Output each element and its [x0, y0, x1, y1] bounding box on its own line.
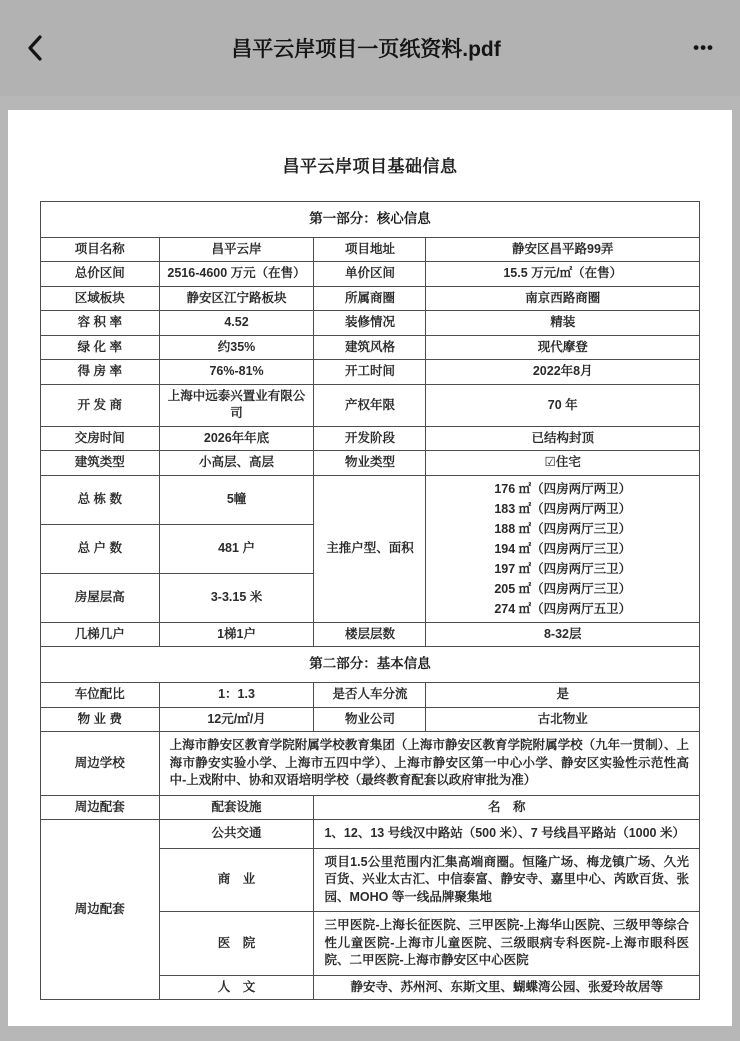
cell-label: 人 文 — [159, 975, 314, 1000]
cell-value: ☑住宅 — [426, 451, 700, 476]
cell-label: 开工时间 — [314, 360, 426, 385]
cell-value: 15.5 万元/㎡（在售） — [426, 262, 700, 287]
cell-label: 总 栋 数 — [41, 475, 160, 524]
cell-value: 昌平云岸 — [159, 237, 314, 262]
cell-label: 物业公司 — [314, 707, 426, 732]
cell-label: 项目地址 — [314, 237, 426, 262]
cell-label: 物业类型 — [314, 451, 426, 476]
unit-item: 176 ㎡（四房两厅两卫） — [494, 481, 632, 496]
table-row — [41, 707, 700, 732]
cell-value: 静安区昌平路99弄 — [426, 237, 700, 262]
document-page — [8, 110, 732, 1026]
cell-value: 是 — [426, 683, 700, 708]
table-row — [41, 426, 700, 451]
project-info-table — [40, 201, 700, 1000]
table-row — [41, 237, 700, 262]
cell-value: 静安区江宁路板块 — [159, 286, 314, 311]
cell-value: 南京西路商圈 — [426, 286, 700, 311]
cell-value: 4.52 — [159, 311, 314, 336]
cell-value: 5幢 — [159, 475, 314, 524]
unit-list — [426, 475, 700, 622]
cell-label: 项目名称 — [41, 237, 160, 262]
cell-value: 2022年8月 — [426, 360, 700, 385]
cell-label: 开 发 商 — [41, 384, 160, 426]
unit-item: 188 ㎡（四房两厅三卫） — [494, 521, 632, 536]
pdf-viewer-topbar — [0, 0, 740, 96]
facility-value: 三甲医院-上海长征医院、三甲医院-上海华山医院、三级甲等综合性儿童医院-上海市儿童医院、三级眼病专科医院-上海市眼科医院、二甲医院-上海市静安区中心医院 — [314, 912, 700, 976]
cell-label: 装修情况 — [314, 311, 426, 336]
cell-value: 1梯1户 — [159, 622, 314, 647]
table-row — [41, 647, 700, 683]
table-row — [41, 262, 700, 287]
doc-title: 昌平云岸项目基础信息 — [282, 157, 458, 176]
cell-label: 周边学校 — [41, 732, 160, 796]
cell-value: 上海中远泰兴置业有限公司 — [159, 384, 314, 426]
table-row — [41, 286, 700, 311]
cell-label: 建筑类型 — [41, 451, 160, 476]
cell-value: 12元/㎡/月 — [159, 707, 314, 732]
facility-value: 静安寺、苏州河、东斯文里、蝴蝶湾公园、张爱玲故居等 — [314, 975, 700, 1000]
cell-value: 现代摩登 — [426, 335, 700, 360]
cell-value: 小高层、高层 — [159, 451, 314, 476]
schools-text: 上海市静安区教育学院附属学校教育集团（上海市静安区教育学院附属学校（九年一贯制）、上海市静安实验小学、上海市五四中学）、上海市静安区第一中心小学、静安区实验性示范性高中-上戏附中、协和双语培明学校（最终教育配套以政府审批为准） — [159, 732, 699, 796]
cell-label: 得 房 率 — [41, 360, 160, 385]
cell-value: 76%-81% — [159, 360, 314, 385]
unit-item: 205 ㎡（四房两厅三卫） — [494, 581, 632, 596]
table-row — [41, 451, 700, 476]
cell-label: 是否人车分流 — [314, 683, 426, 708]
cell-label: 周边配套 — [41, 795, 160, 820]
more-menu-button[interactable] — [662, 38, 714, 58]
chevron-left-icon — [26, 34, 43, 62]
cell-label: 公共交通 — [159, 820, 314, 849]
cell-label: 车位配比 — [41, 683, 160, 708]
cell-label: 交房时间 — [41, 426, 160, 451]
cell-label: 产权年限 — [314, 384, 426, 426]
cell-label: 名 称 — [314, 795, 700, 820]
table-row — [41, 335, 700, 360]
cell-label: 建筑风格 — [314, 335, 426, 360]
table-row — [41, 622, 700, 647]
cell-value: 精装 — [426, 311, 700, 336]
cell-value: 2516-4600 万元（在售） — [159, 262, 314, 287]
cell-label: 商 业 — [159, 848, 314, 912]
cell-value: 1：1.3 — [159, 683, 314, 708]
facility-value: 1、12、13 号线汉中路站（500 米）、7 号线昌平路站（1000 米） — [314, 820, 700, 849]
unit-item: 183 ㎡（四房两厅两卫） — [494, 501, 632, 516]
table-row — [41, 311, 700, 336]
cell-label: 总价区间 — [41, 262, 160, 287]
cell-label: 物 业 费 — [41, 707, 160, 732]
cell-label: 房屋层高 — [41, 573, 160, 622]
table-row — [41, 360, 700, 385]
back-button[interactable] — [26, 34, 70, 62]
cell-value: 约35% — [159, 335, 314, 360]
cell-value: 481 户 — [159, 524, 314, 573]
table-row — [41, 820, 700, 849]
cell-label: 所属商圈 — [314, 286, 426, 311]
cell-label: 医 院 — [159, 912, 314, 976]
cell-label: 周边配套 — [41, 820, 160, 1000]
table-row — [41, 795, 700, 820]
cell-value: 70 年 — [426, 384, 700, 426]
table-row — [41, 202, 700, 238]
ellipsis-icon: ••• — [693, 38, 714, 57]
cell-label-units: 主推户型、面积 — [314, 475, 426, 622]
cell-value: 已结构封顶 — [426, 426, 700, 451]
cell-label: 区域板块 — [41, 286, 160, 311]
section-header-part2: 第二部分：基本信息 — [41, 647, 700, 683]
cell-value: 8-32层 — [426, 622, 700, 647]
cell-label: 开发阶段 — [314, 426, 426, 451]
facility-value: 项目1.5公里范围内汇集高端商圈。恒隆广场、梅龙镇广场、久光百货、兴业太古汇、中信泰富、静安寺、嘉里中心、芮欧百货、张园、MOHO 等一线品牌聚集地 — [314, 848, 700, 912]
cell-label: 配套设施 — [159, 795, 314, 820]
cell-value: 2026年年底 — [159, 426, 314, 451]
cell-label: 容 积 率 — [41, 311, 160, 336]
unit-item: 197 ㎡（四房两厅三卫） — [494, 561, 632, 576]
cell-label: 楼层层数 — [314, 622, 426, 647]
cell-value: 古北物业 — [426, 707, 700, 732]
table-row — [41, 683, 700, 708]
table-row — [41, 732, 700, 796]
file-title: 昌平云岸项目一页纸资料.pdf — [231, 38, 501, 61]
table-row — [41, 384, 700, 426]
cell-label: 几梯几户 — [41, 622, 160, 647]
table-row — [41, 475, 700, 524]
unit-item: 194 ㎡（四房两厅三卫） — [494, 541, 632, 556]
cell-label: 绿 化 率 — [41, 335, 160, 360]
section-header-part1: 第一部分：核心信息 — [41, 202, 700, 238]
unit-item: 274 ㎡（四房两厅五卫） — [494, 601, 632, 616]
cell-label: 单价区间 — [314, 262, 426, 287]
cell-label: 总 户 数 — [41, 524, 160, 573]
cell-value: 3-3.15 米 — [159, 573, 314, 622]
